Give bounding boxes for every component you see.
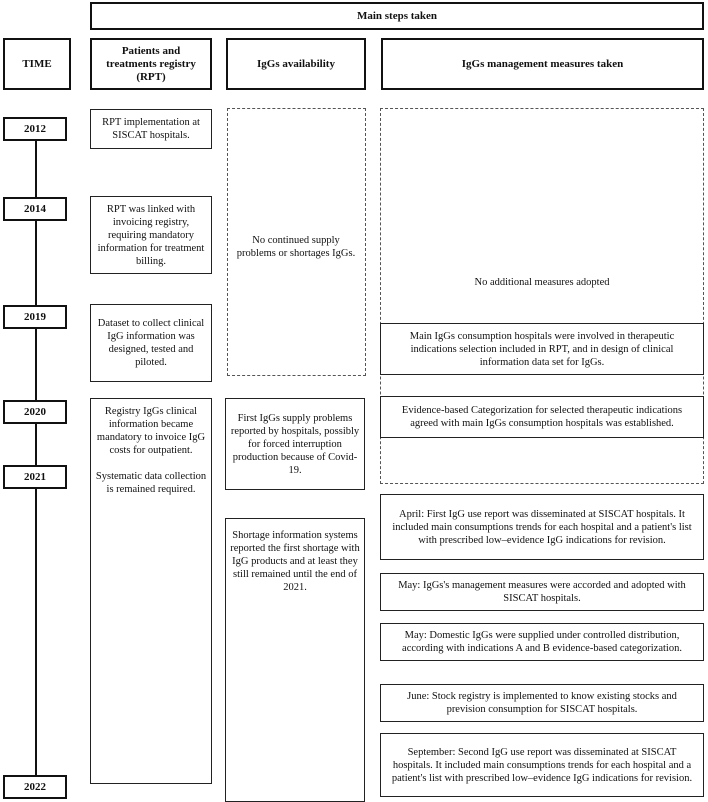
registry-item-2020: [90, 398, 212, 784]
measures-column-header: [381, 38, 704, 90]
main-steps-header: [90, 2, 704, 30]
measures-item-september: [380, 733, 704, 797]
year-label: 2020: [24, 406, 46, 418]
measures-text: April: First IgG use report was disseminated at SISCAT hospitals. It included main consumptions trends for each hospital and a patient's list with prescribed low–evidence IgG indications for revision.: [392, 508, 692, 546]
year-2014: [3, 197, 67, 221]
registry-item-2012: [90, 109, 212, 149]
measures-text: May: IgGs's management measures were accorded and adopted with SISCAT hospitals.: [398, 580, 686, 604]
year-2019: [3, 305, 67, 329]
registry-text: Registry IgGs clinical information became mandatory to invoice IgG costs for outpatient. Systematic data collection is remained required.: [95, 406, 207, 495]
measures-item-may-1: [380, 573, 704, 611]
measures-text: Main IgGs consumption hospitals were involved in therapeutic indications selection included in RPT, and in design of clinical information data set for IgGs.: [409, 330, 675, 368]
measures-text: September: Second IgG use report was disseminated at SISCAT hospitals. It included main consumptions trends for each hospital and a patient's list with prescribed low–evidence IgG indications for revision.: [391, 746, 693, 784]
year-2022: [3, 775, 67, 799]
registry-text: Dataset to collect clinical IgG information was designed, tested and piloted.: [97, 318, 205, 368]
availability-text: Shortage information systems reported the first shortage with IgG products and at least they still remained until the end of 2021.: [230, 530, 360, 593]
year-label: 2014: [24, 203, 46, 215]
year-2021: [3, 465, 67, 489]
measures-text: No additional measures adopted: [474, 277, 610, 288]
availability-item-2020: [225, 398, 365, 490]
time-column-label: TIME: [22, 57, 52, 70]
year-label: 2022: [24, 781, 46, 793]
registry-column-label: Patients and treatments registry (RPT): [106, 44, 196, 83]
availability-item-2021: [225, 518, 365, 802]
measures-item-june: [380, 684, 704, 722]
registry-text: RPT implementation at SISCAT hospitals.: [102, 117, 200, 141]
measures-item-2020: [380, 396, 704, 438]
measures-text: Evidence-based Categorization for selected therapeutic indications agreed with main IgGs consumption hospitals was established.: [401, 405, 683, 429]
registry-text: RPT was linked with invoicing registry, requiring mandatory information for treatment billing.: [97, 203, 205, 267]
availability-item-no-shortage: [232, 234, 360, 260]
registry-column-header: [90, 38, 212, 90]
year-label: 2012: [24, 123, 46, 135]
measures-column-label: IgGs management measures taken: [461, 57, 624, 70]
availability-column-header: [226, 38, 366, 90]
year-label: 2021: [24, 471, 46, 483]
registry-item-2014: [90, 196, 212, 274]
year-2020: [3, 400, 67, 424]
time-column-header: [3, 38, 71, 90]
availability-text: First IgGs supply problems reported by hospitals, possibly for forced interruption production because of Covid-19.: [230, 412, 360, 476]
measures-item-2019: [380, 323, 704, 375]
year-label: 2019: [24, 311, 46, 323]
year-2012: [3, 117, 67, 141]
timeline-axis: [35, 128, 37, 786]
availability-column-label: IgGs availability: [257, 57, 335, 70]
measures-item-may-2: [380, 623, 704, 661]
measures-item-none: [384, 276, 700, 289]
measures-item-april: [380, 494, 704, 560]
measures-text: May: Domestic IgGs were supplied under controlled distribution, according with indications A and B evidence-based categorization.: [402, 630, 682, 654]
main-steps-label: Main steps taken: [356, 9, 438, 22]
availability-text: No continued supply problems or shortages IgGs.: [236, 235, 356, 259]
registry-item-2019: [90, 304, 212, 382]
measures-text: June: Stock registry is implemented to know existing stocks and prevision consumption for SISCAT hospitals.: [407, 691, 677, 715]
